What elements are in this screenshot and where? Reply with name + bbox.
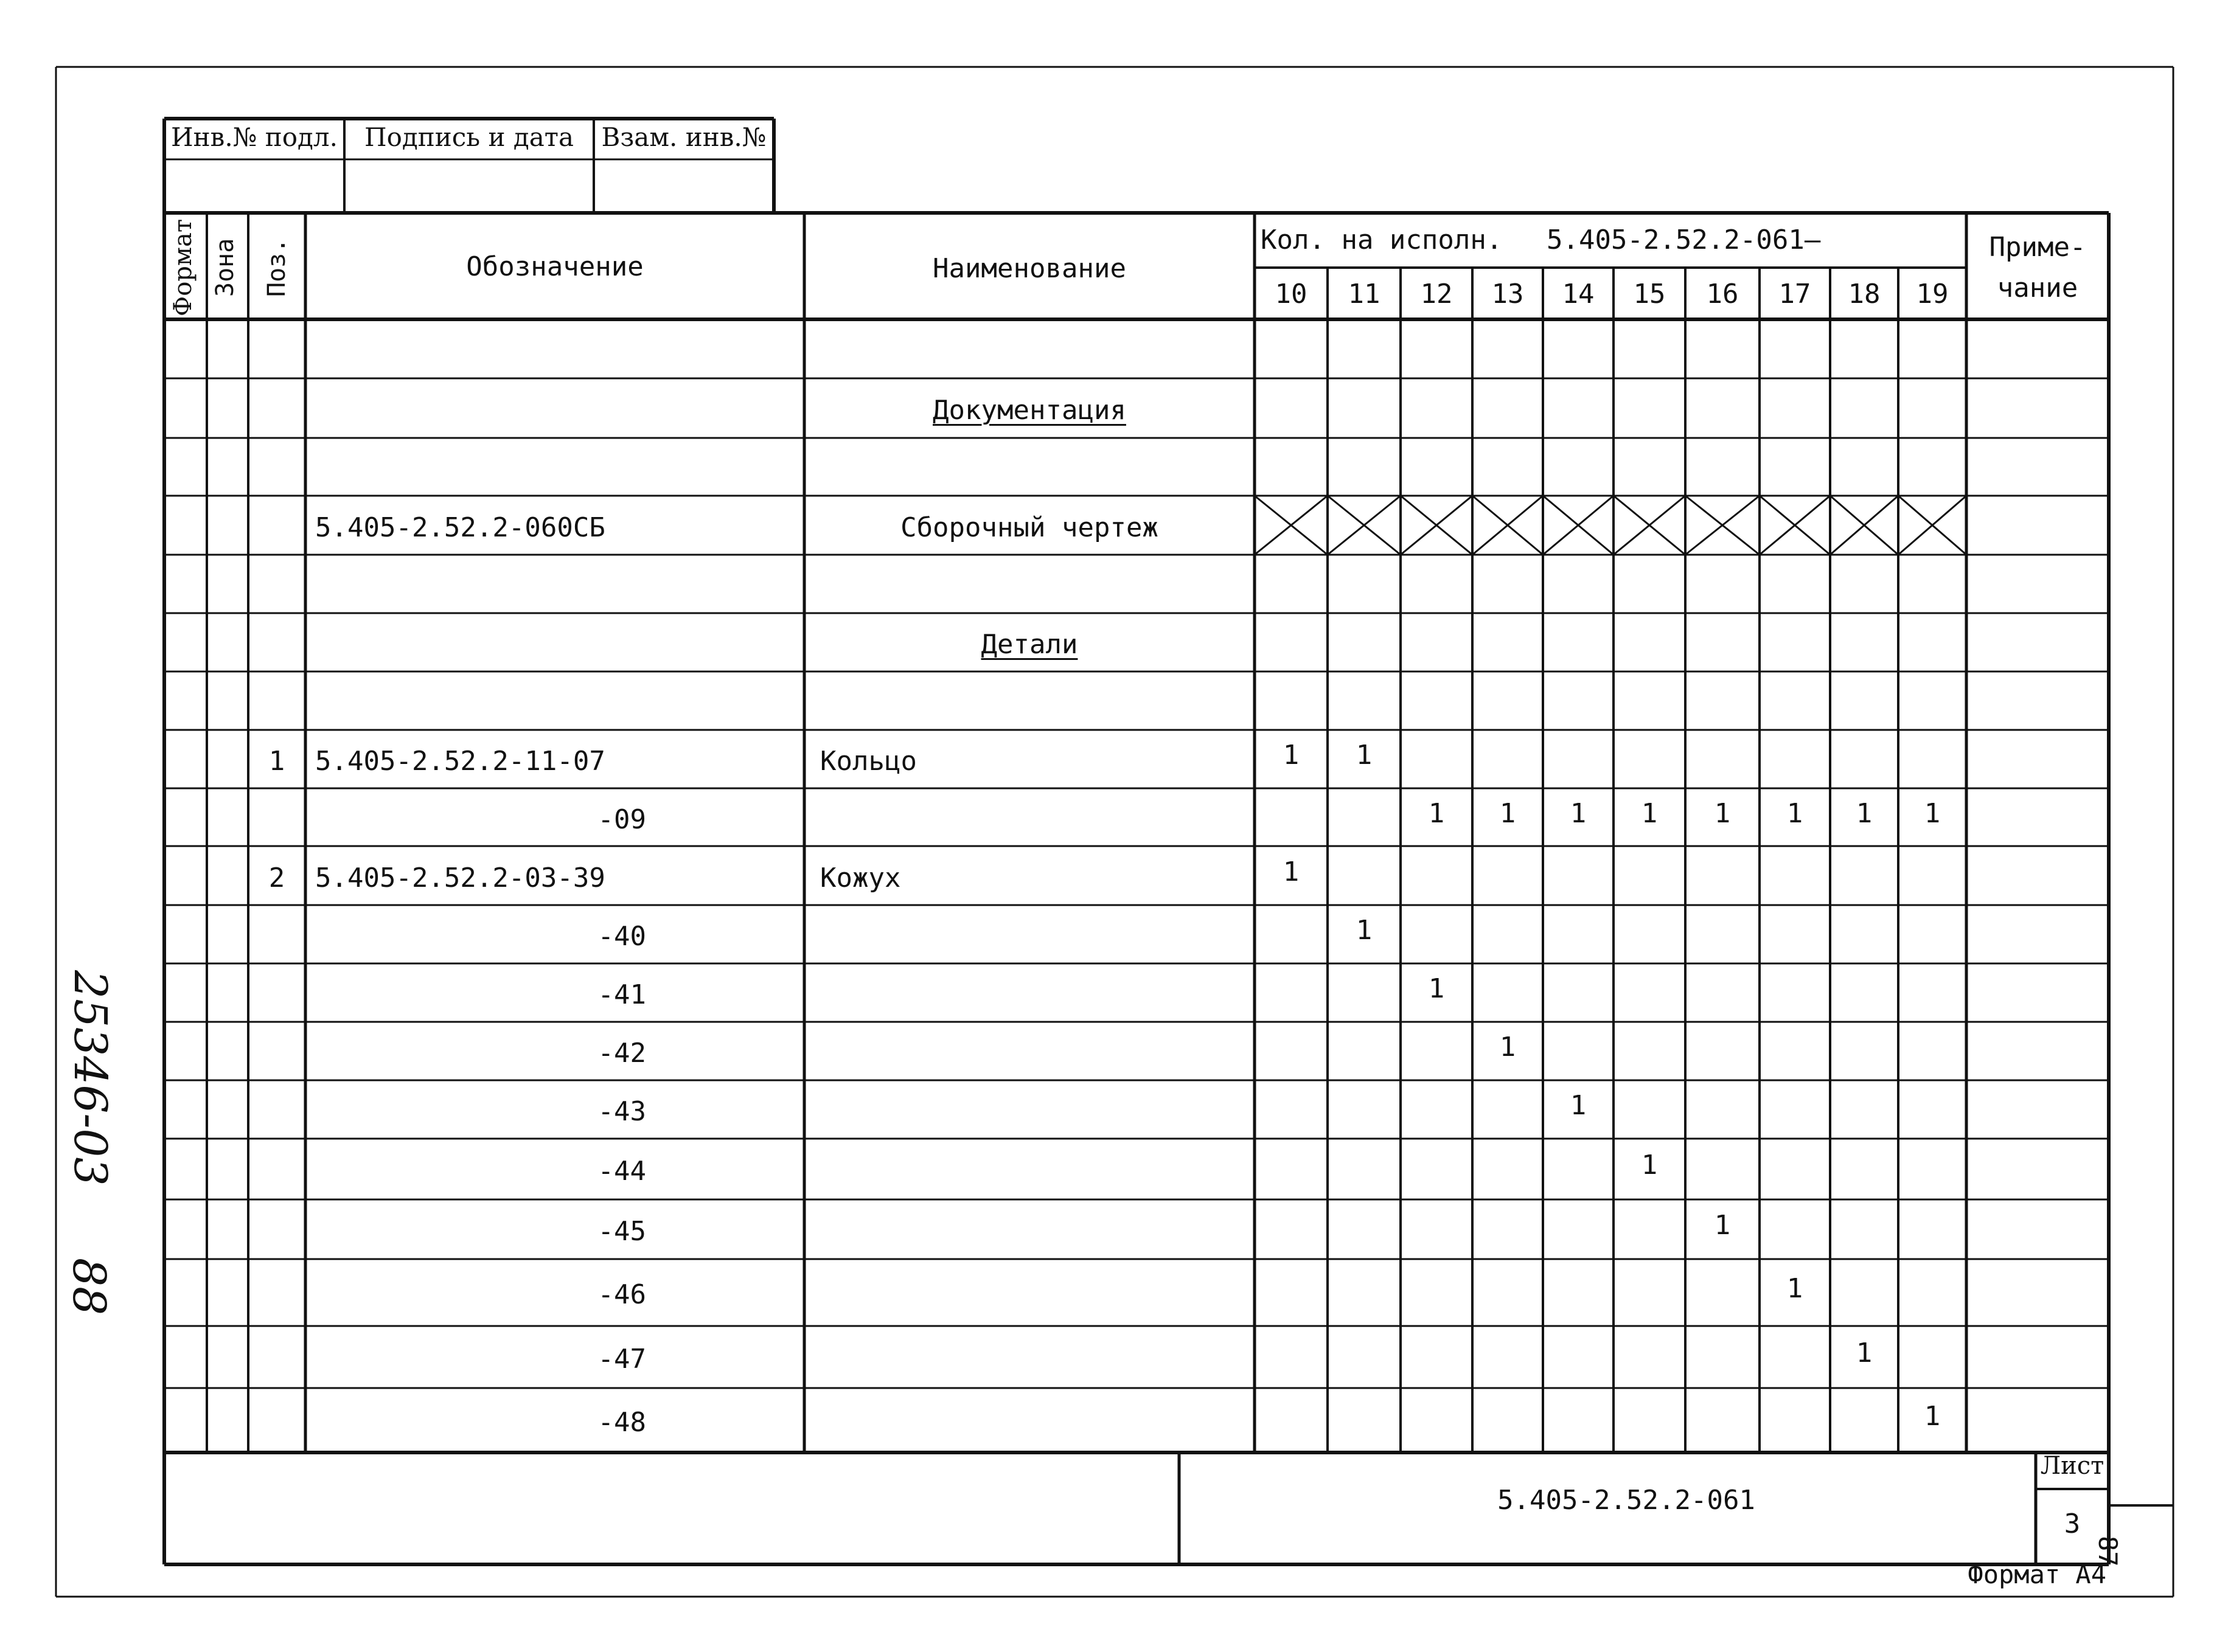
title-sheet-label: Лист — [2040, 1452, 2104, 1480]
stamp-sign-label: Подпись и дата — [364, 122, 574, 152]
header-qty-code: 5.405-2.52.2-061— — [1547, 224, 1821, 255]
header-designation: Обозначение — [466, 251, 644, 282]
variant-header-12: 12 — [1420, 279, 1453, 310]
title-format: Формат А4 — [1968, 1560, 2106, 1589]
header-note-line1: Приме- — [1989, 232, 2086, 263]
margin-page-number: 87 — [2093, 1536, 2123, 1567]
header-name: Наименование — [933, 253, 1126, 284]
title-doc-code: 5.405-2.52.2-061 — [1497, 1485, 1755, 1516]
qty-cell: 1 — [1856, 797, 1873, 829]
row-designation: -09 — [597, 803, 646, 835]
qty-cell: 1 — [1714, 797, 1731, 829]
variant-header-13: 13 — [1491, 279, 1524, 310]
title-sheet-number: 3 — [2064, 1508, 2081, 1539]
row-designation: -46 — [597, 1279, 646, 1310]
variant-header-15: 15 — [1633, 279, 1666, 310]
qty-cell: 1 — [1570, 1090, 1587, 1121]
qty-cell: 1 — [1786, 797, 1803, 829]
row-pos: 1 — [268, 746, 285, 777]
header-format: Формат — [169, 219, 197, 316]
row-designation: -45 — [597, 1216, 646, 1247]
row-designation: -42 — [597, 1038, 646, 1069]
variant-header-19: 19 — [1916, 279, 1949, 310]
qty-cell: 1 — [1499, 1032, 1516, 1063]
row-designation: 5.405-2.52.2-11-07 — [315, 746, 605, 777]
qty-cell: 1 — [1924, 1401, 1941, 1432]
row-designation: -44 — [597, 1156, 646, 1187]
qty-cell: 1 — [1856, 1338, 1873, 1369]
variant-header-18: 18 — [1848, 279, 1881, 310]
header-zone: Зона — [211, 238, 239, 297]
qty-cell: 1 — [1641, 797, 1658, 829]
header-qty-label: Кол. на исполн. — [1261, 224, 1503, 255]
qty-cell: 1 — [1924, 797, 1941, 829]
row-designation: -47 — [597, 1344, 646, 1375]
header-note-line2: чание — [1997, 272, 2078, 304]
row-pos: 2 — [268, 862, 285, 894]
row-designation: -48 — [597, 1407, 646, 1438]
qty-cell: 1 — [1570, 797, 1587, 829]
row-designation: -41 — [597, 979, 646, 1010]
qty-cell: 1 — [1499, 797, 1516, 829]
qty-cell: 1 — [1283, 856, 1300, 887]
row-name: Кожух — [820, 862, 901, 894]
qty-cell: 1 — [1786, 1273, 1803, 1304]
stamp-inv-label: Инв.№ подл. — [171, 122, 338, 152]
row-name: Кольцо — [820, 746, 917, 777]
row-name: Сборочный чертеж — [900, 512, 1158, 543]
section-heading: Документация — [933, 395, 1126, 426]
variant-header-10: 10 — [1275, 279, 1307, 310]
variant-header-16: 16 — [1706, 279, 1739, 310]
handwritten-page-number: 88 — [63, 1258, 115, 1316]
row-designation: -43 — [597, 1096, 646, 1127]
header-pos: Поз. — [263, 238, 291, 297]
qty-cell: 1 — [1714, 1210, 1731, 1241]
section-heading: Детали — [981, 629, 1078, 660]
qty-cell: 1 — [1428, 797, 1445, 829]
variant-header-17: 17 — [1778, 279, 1811, 310]
variant-header-14: 14 — [1562, 279, 1595, 310]
qty-cell: 1 — [1283, 740, 1300, 771]
variant-header-11: 11 — [1348, 279, 1380, 310]
row-designation: 5.405-2.52.2-03-39 — [315, 862, 605, 894]
row-designation: -40 — [597, 921, 646, 952]
qty-cell: 1 — [1356, 740, 1373, 771]
row-designation: 5.405-2.52.2-060СБ — [315, 512, 605, 543]
qty-cell: 1 — [1641, 1150, 1658, 1181]
handwritten-archive-number: 25346-03 — [64, 970, 116, 1186]
qty-cell: 1 — [1356, 915, 1373, 946]
stamp-vzam-label: Взам. инв.№ — [601, 122, 767, 152]
qty-cell: 1 — [1428, 973, 1445, 1004]
